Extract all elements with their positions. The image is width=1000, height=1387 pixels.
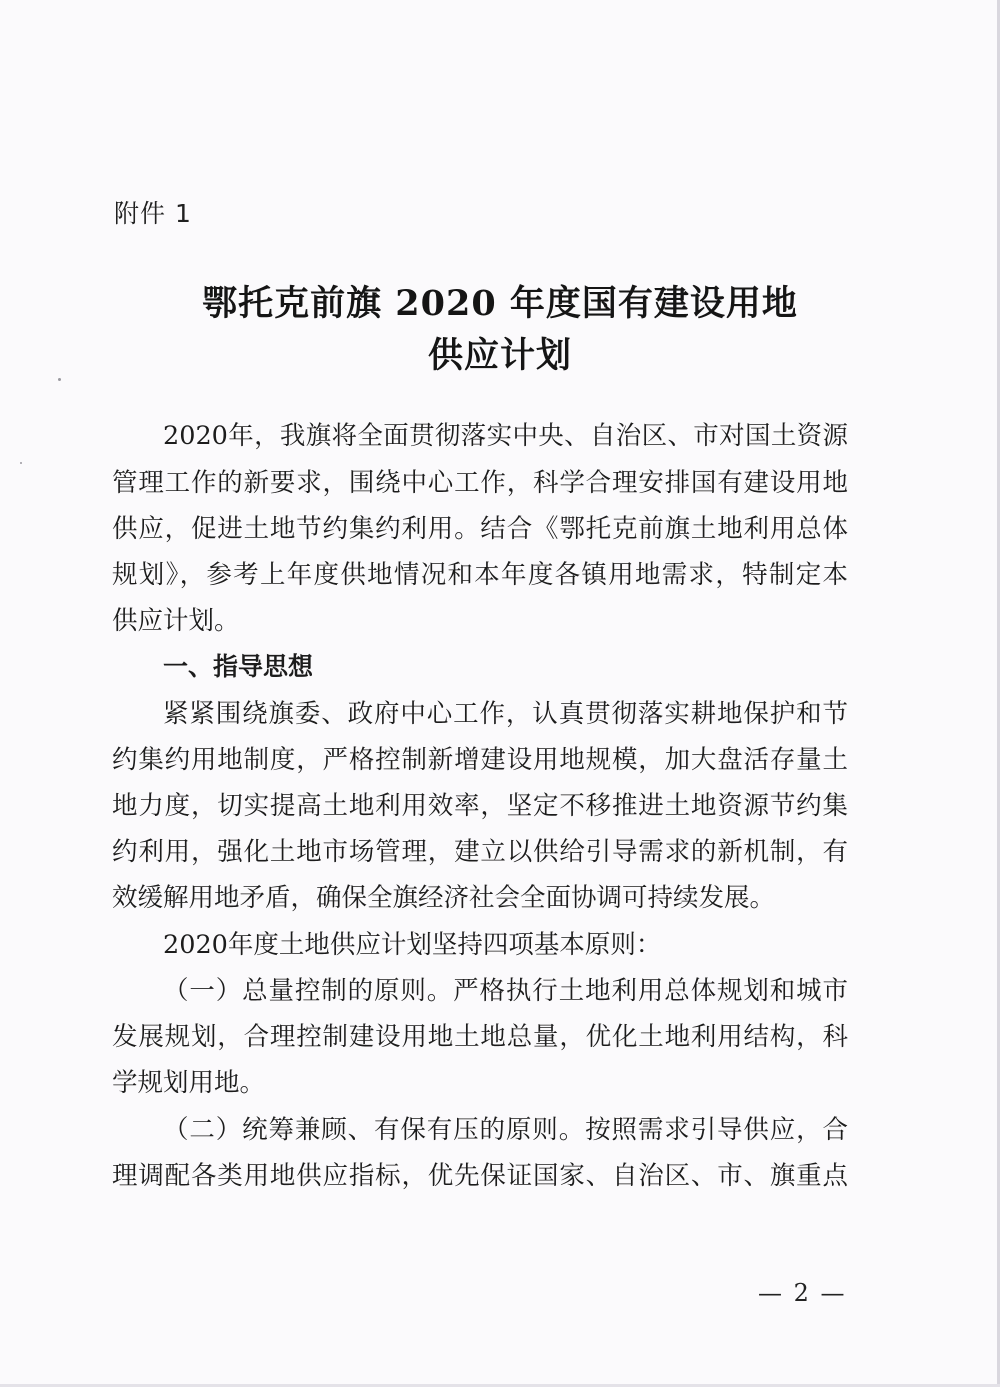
attachment-label: 附件 1 (114, 199, 192, 228)
paragraph-guiding-line: 约集约用地制度，严格控制新增建设用地规模，加大盘活存量土 (112, 745, 848, 775)
paragraph-guiding-line: 约利用，强化土地市场管理，建立以供给引导需求的新机制，有 (112, 837, 848, 867)
paragraph-intro-line: 供应，促进土地节约集约利用。结合《鄂托克前旗土地利用总体 (112, 514, 848, 544)
section-heading: 一、指导思想 (163, 652, 314, 681)
paragraph-principle-1-line: （一）总量控制的原则。严格执行土地利用总体规划和城市 (163, 976, 848, 1006)
paragraph-principle-1-line: 发展规划，合理控制建设用地土地总量，优化土地利用结构，科 (112, 1022, 848, 1052)
paragraph-guiding-line: 紧紧围绕旗委、政府中心工作，认真贯彻落实耕地保护和节 (163, 699, 848, 729)
paragraph-principle-2-line: 理调配各类用地供应指标，优先保证国家、自治区、市、旗重点 (112, 1161, 848, 1191)
paragraph-principle-1-line: 学规划用地。 (112, 1068, 266, 1098)
page-number: — 2 — (758, 1279, 847, 1307)
paragraph-intro-line: 2020年，我旗将全面贯彻落实中央、自治区、市对国土资源 (163, 421, 848, 451)
paragraph-principles-line: 2020年度土地供应计划坚持四项基本原则： (163, 930, 662, 960)
paragraph-guiding-line: 效缓解用地矛盾，确保全旗经济社会全面协调可持续发展。 (112, 883, 776, 913)
paragraph-intro-line: 管理工作的新要求，围绕中心工作，科学合理安排国有建设用地 (112, 468, 848, 498)
scan-speck (58, 378, 61, 381)
document-title-line-2: 供应计划 (427, 335, 572, 376)
paragraph-principle-2-line: （二）统筹兼顾、有保有压的原则。按照需求引导供应，合 (163, 1115, 848, 1145)
paragraph-intro-line: 规划》，参考上年度供地情况和本年度各镇用地需求，特制定本 (112, 560, 848, 590)
document-title-line-1: 鄂托克前旗 2020 年度国有建设用地 (202, 283, 798, 324)
scan-speck (20, 462, 22, 464)
paragraph-intro-line: 供应计划。 (112, 606, 240, 636)
paragraph-guiding-line: 地力度，切实提高土地利用效率，坚定不移推进土地资源节约集 (112, 791, 848, 821)
